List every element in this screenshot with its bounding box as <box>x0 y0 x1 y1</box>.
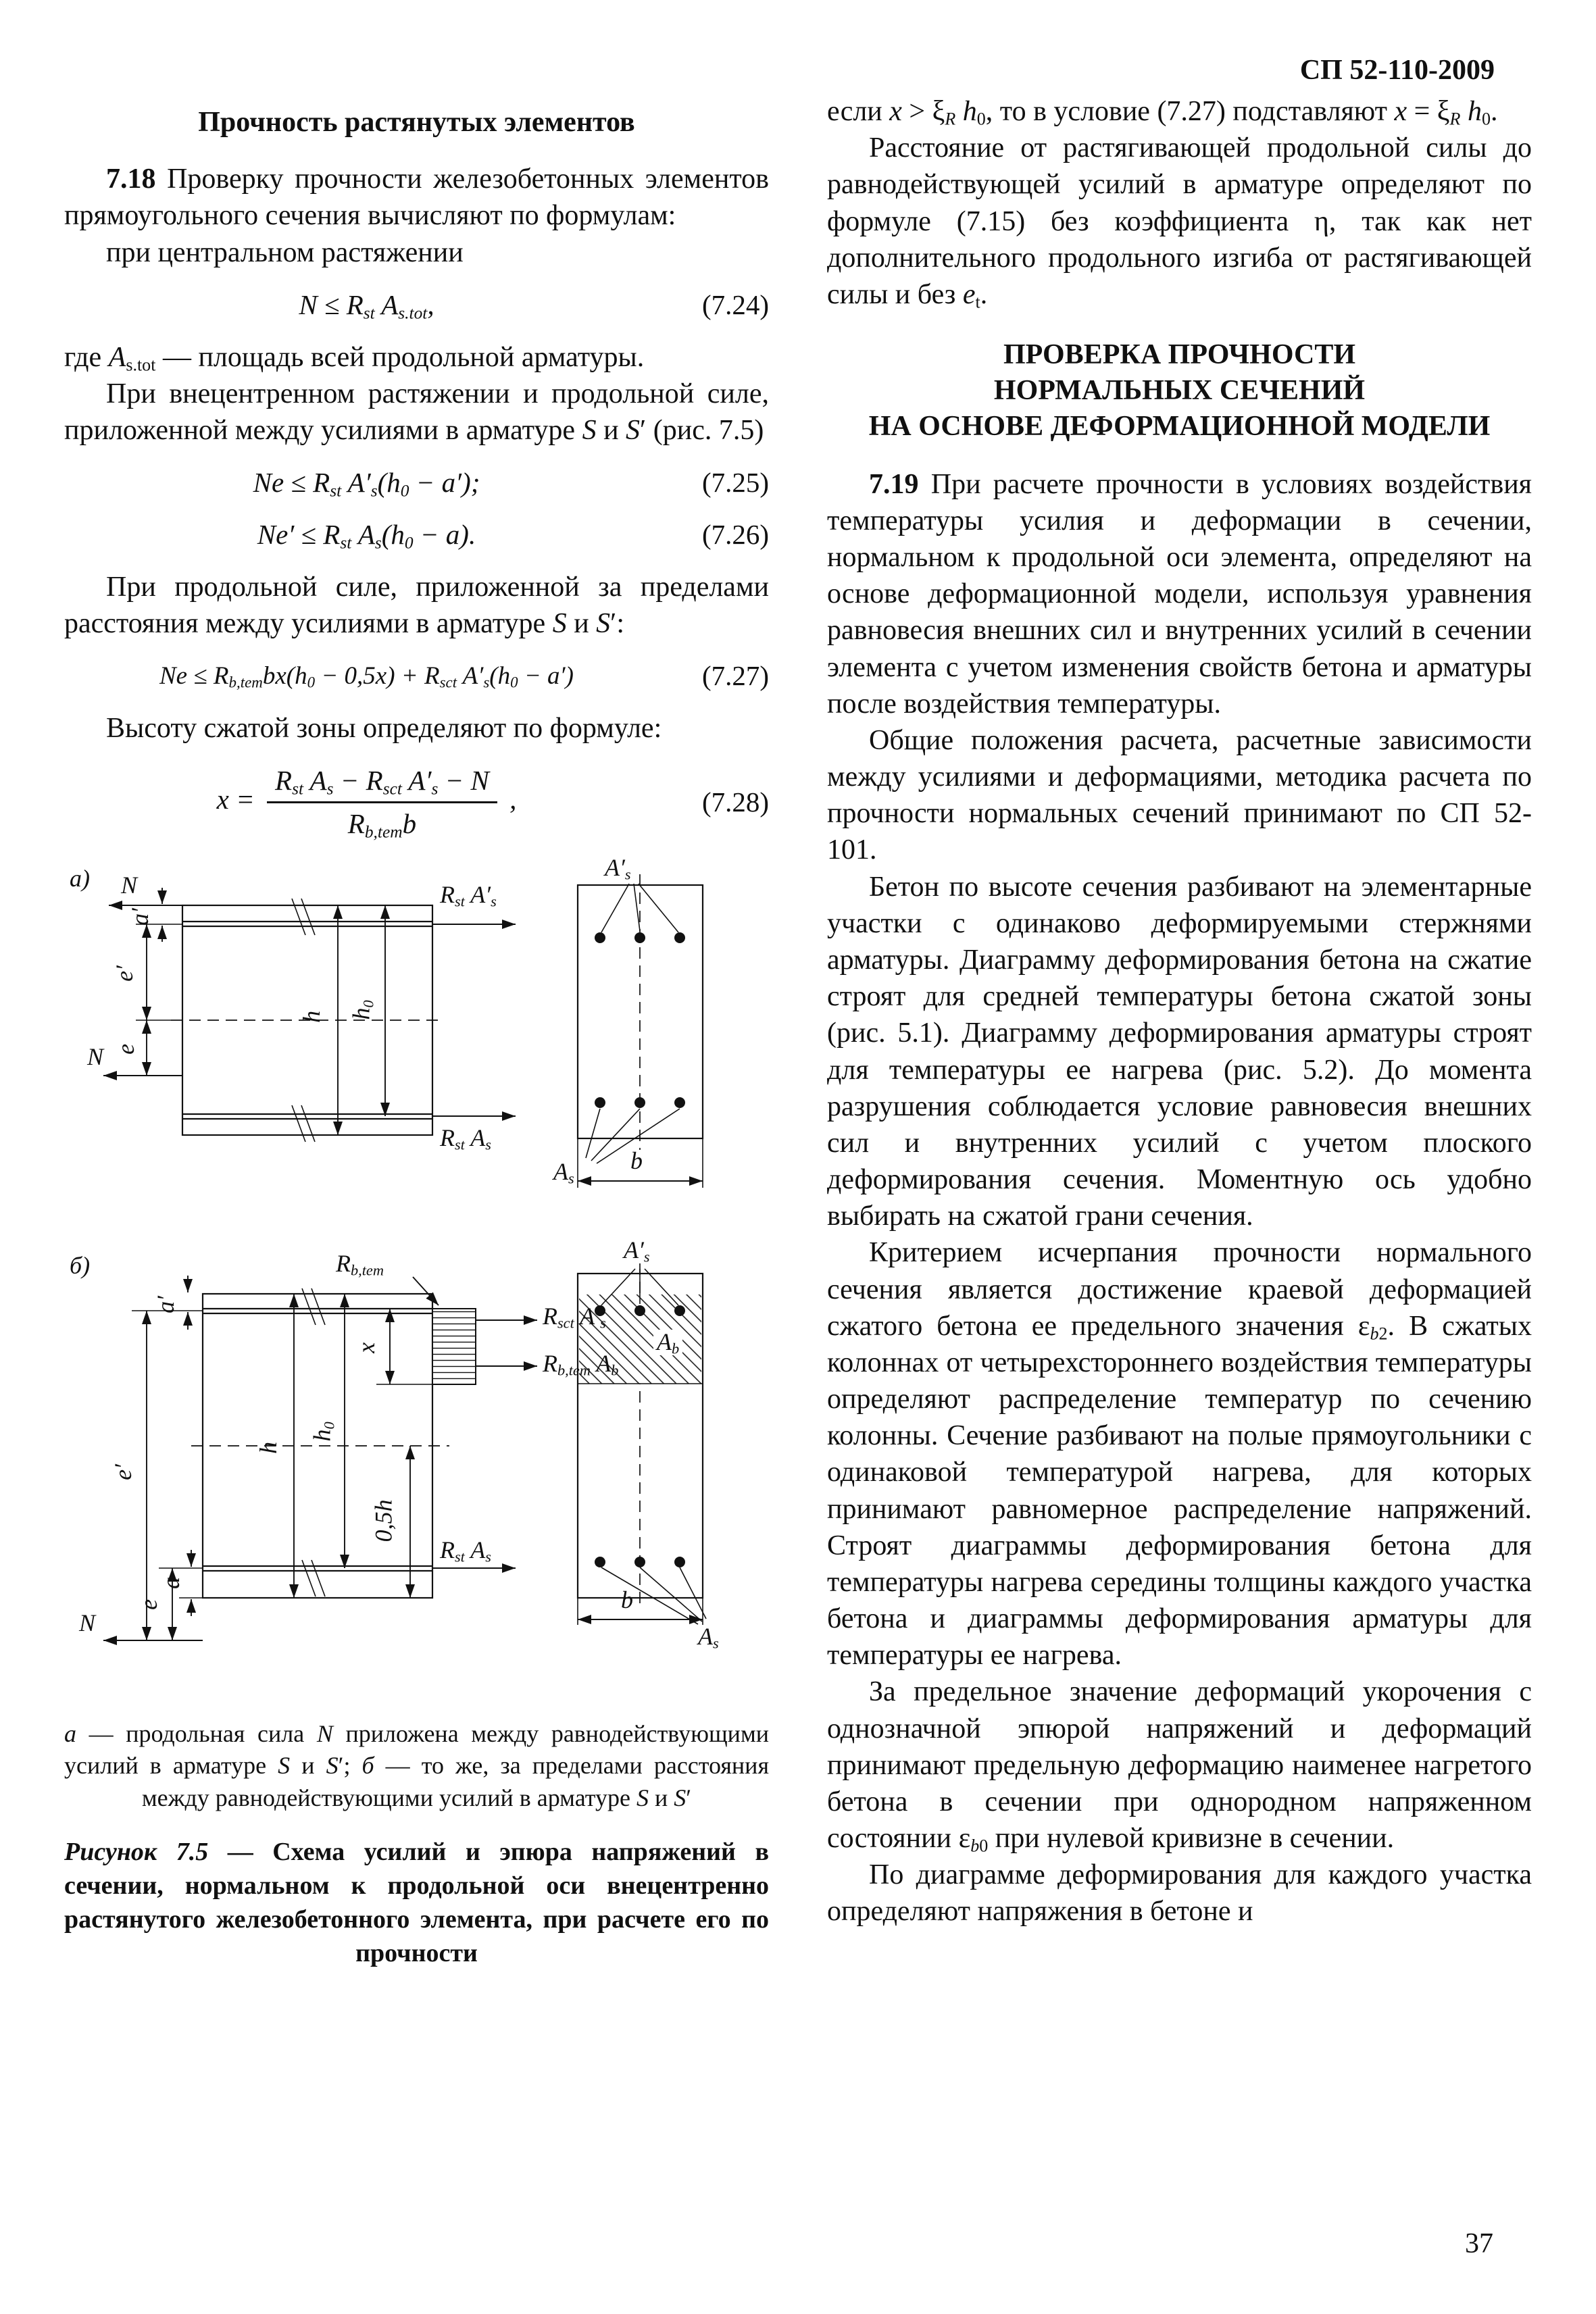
formula-7-24 <box>64 287 769 323</box>
fig-b-dim-e-prime: e′ <box>109 1463 137 1480</box>
left-column <box>64 93 769 1970</box>
fig-a-force-n-top-label: N <box>121 871 138 899</box>
fig-b-dim-half-h: 0,5h <box>370 1499 397 1542</box>
paragraph-eccentric-tension: При внецентренном растяжении и продольной силе, приложенной между усилиями в арматуре S и S′ (рис. 7.5) <box>64 378 769 446</box>
fig-b-area-ab: $A_b$ <box>653 1330 682 1355</box>
fig-b-dim-h0: $h_0$ <box>308 1422 338 1442</box>
fig-a-dim-b: b <box>630 1147 643 1174</box>
formula-7-28-fraction <box>267 763 497 842</box>
formula-7-28-tail: , <box>509 784 517 815</box>
figure-7-5 <box>64 853 769 1699</box>
fig-a-tag: а) <box>70 864 90 892</box>
formula-7-28-lhs: x = <box>216 784 255 815</box>
paragraph-general-provisions: Общие положения расчета, расчетные зависимости между усилиями и деформациями, методика расчета по прочности нормальных сечений принимают по СП 52-101. <box>827 724 1532 866</box>
formula-7-28-number: (7.28) <box>701 786 769 818</box>
fig-b-dim-a-prime: a′ <box>152 1295 180 1313</box>
fig-a-force-rst-as: $R_{st}$ $A_s$ <box>440 1124 491 1153</box>
figure-7-5-geometry <box>64 865 769 1699</box>
formula-7-28-numerator: $R_{st}$ $A_s - R_{sct}$ $A'_s - N$ <box>267 763 497 803</box>
formula-7-27-number: (7.27) <box>701 660 769 692</box>
diagram-a-cross-section <box>578 874 703 1188</box>
fig-b-rebar-as: $A_s$ <box>698 1622 719 1652</box>
formula-7-27 <box>64 658 769 694</box>
section-heading-deformation-model <box>827 337 1532 445</box>
document-code-header: СП 52-110-2009 <box>1299 55 1495 86</box>
heading-line-3: НА ОСНОВЕ ДЕФОРМАЦИОННОЙ МОДЕЛИ <box>868 410 1491 442</box>
fig-b-force-n-label: N <box>79 1609 96 1636</box>
fig-a-force-n-label: N <box>87 1042 104 1070</box>
formula-7-27-body: $Ne \le R_{b,tem}bx(h_0 - 0,5x) + R_{sct}$ $A'_s(h_0 - a')$ <box>159 661 574 691</box>
formula-7-25-number: (7.25) <box>701 467 769 499</box>
fig-b-stress-rb-tem: $R_{b,tem}$ <box>336 1249 384 1279</box>
fig-b-force-rb-tem-ab: $R_{b,tem}$ $A_b$ <box>543 1349 619 1379</box>
figure-7-5-title: Рисунок 7.5 — Схема усилий и эпюра напряжений в сечении, нормальном к продольной оси внецентренно растянутого железобетонного элемента, при расчете его по прочности <box>64 1837 769 1967</box>
formula-7-28-denominator: $R_{b,tem}b$ <box>347 808 417 842</box>
paragraph-concrete-sections: Бетон по высоте сечения разбивают на элементарные участки с одинаково деформируемыми стержнями арматуры. Диаграмму деформирования бетона на сжатие строят для средней температуры бетона сжатой зоны (рис. 5.1). Диаграмму деформирования арматуры строят для температуры ее нагрева (рис. 5.2). До момента разрушения соблюдается условие равновесия внешних сил и внутренних усилий с учетом плоского деформирования сечения. Моментную ось удобно выбирать на сжатой грани сечения. <box>827 871 1532 1232</box>
formula-7-25-body: $Ne \le R_{st}$ $A'_s(h_0 - a')$; <box>253 467 480 501</box>
fig-a-dim-h0: $h_0$ <box>347 1000 377 1020</box>
paragraph-where-astot: где $A_{s.tot}$ — площадь всей продольной арматуры. <box>64 341 645 375</box>
paragraph-7-18: 7.18 Проверку прочности железобетонных элементов прямоугольного сечения вычисляют по формулам: <box>64 164 769 232</box>
paragraph-7-19: 7.19 При расчете прочности в условиях воздействия температуры усилия и деформации в сечении, нормальном к продольной оси элемента, определяют на основе деформационной модели, используя уравнения равновесия внешних сил и внутренних усилий в сечении элемента с учетом изменения свойств бетона и арматуры после воздействия температуры. <box>827 468 1532 720</box>
paragraph-limit-deformation: За предельное значение деформаций укорочения с однозначной эпюрой напряжений и деформаций принимают предельную деформацию наименее нагретого бетона в сечении при однородном напряженном состоянии $\varepsilon_{b0}$ при нулевой кривизне в сечении. <box>827 1676 1532 1856</box>
formula-7-24-number: (7.24) <box>701 288 769 320</box>
heading-line-2: НОРМАЛЬНЫХ СЕЧЕНИЙ <box>993 374 1366 406</box>
paragraph-central-tension: при центральном растяжении <box>106 236 464 268</box>
fig-b-dim-x: x <box>353 1342 380 1353</box>
fig-b-dim-a: a <box>157 1576 185 1589</box>
fig-a-dim-h: h <box>298 1010 326 1023</box>
fig-a-rebar-as-prime: $A'_s$ <box>605 853 631 883</box>
two-column-layout <box>64 93 1532 1970</box>
fig-b-dim-e: e <box>135 1599 163 1610</box>
section-heading-tension-strength: Прочность растянутых элементов <box>198 107 635 138</box>
formula-7-26 <box>64 517 769 553</box>
formula-7-26-body: $Ne' \le R_{st}$ $A_s(h_0 - a)$. <box>257 518 476 553</box>
fig-b-force-rsct-as-prime: $R_{sct}$ $A'_s$ <box>543 1302 606 1332</box>
right-column <box>827 93 1532 1970</box>
paragraph-force-outside: При продольной силе, приложенной за пределами расстояния между усилиями в арматуре S и S′: <box>64 571 769 639</box>
fig-b-dim-h: h <box>255 1441 282 1454</box>
paragraph-xi-condition: если $x > \xi_R$ $h_0$, то в условие (7.27) подставляют $x = \xi_R$ $h_0$. <box>827 96 1498 129</box>
formula-7-24-body: $N \le R_{st}$ $A_{s.tot}$, <box>299 288 434 323</box>
paragraph-compressed-zone-height: Высоту сжатой зоны определяют по формуле: <box>106 713 662 745</box>
fig-a-rebar-as: $A_s$ <box>553 1157 574 1187</box>
formula-7-26-number: (7.26) <box>701 518 769 550</box>
figure-7-5-caption: а — продольная сила N приложена между равнодействующими усилий в арматуре S и S′; б — то же, за пределами расстояния между равнодействующими усилий в арматуре S и S′ <box>64 1719 769 1811</box>
fig-a-dim-e: e <box>112 1043 140 1055</box>
paragraph-diagram-stresses: По диаграмме деформирования для каждого участка определяют напряжения в бетоне и <box>827 1859 1532 1928</box>
formula-7-25 <box>64 465 769 501</box>
page-number: 37 <box>1465 2228 1493 2259</box>
fig-a-dim-e-prime: e′ <box>111 965 139 982</box>
paragraph-distance: Расстояние от растягивающей продольной силы до равнодействующей усилий в арматуре определяют по формуле (7.15) без коэффициента η, так как нет дополнительного продольного изгиба от растягивающей силы и без $e_t$. <box>827 132 1532 312</box>
fig-b-rebar-as-prime: $A'_s$ <box>624 1236 650 1265</box>
fig-b-dim-b: b <box>621 1586 633 1613</box>
heading-line-1: ПРОВЕРКА ПРОЧНОСТИ <box>1003 339 1356 371</box>
formula-7-28-body <box>64 763 669 842</box>
paragraph-strength-criterion: Критерием исчерпания прочности нормального сечения является достижение краевой деформацией сжатого бетона ее предельного значения $\varepsilon_{b2}$. В сжатых колоннах от четырехстороннего воздействия температуры определяют распределение температур по сечению колонны. Сечение разбивают на полые прямоугольники с одинаковой температурой нагрева, для которых принимают равномерное распределение напряжений. Строят диаграммы деформирования бетона для температуры нагрева середины толщины каждого участка бетона и диаграммы деформирования арматуры для температуры ее нагрева. <box>827 1237 1532 1671</box>
fig-b-tag: б) <box>70 1251 91 1279</box>
fig-b-force-rst-as: $R_{st}$ $A_s$ <box>440 1536 491 1565</box>
fig-a-force-rst-as-prime: $R_{st}$ $A'_s$ <box>440 880 497 910</box>
fig-a-dim-a-prime: a′ <box>126 907 154 926</box>
formula-7-28 <box>64 763 769 842</box>
